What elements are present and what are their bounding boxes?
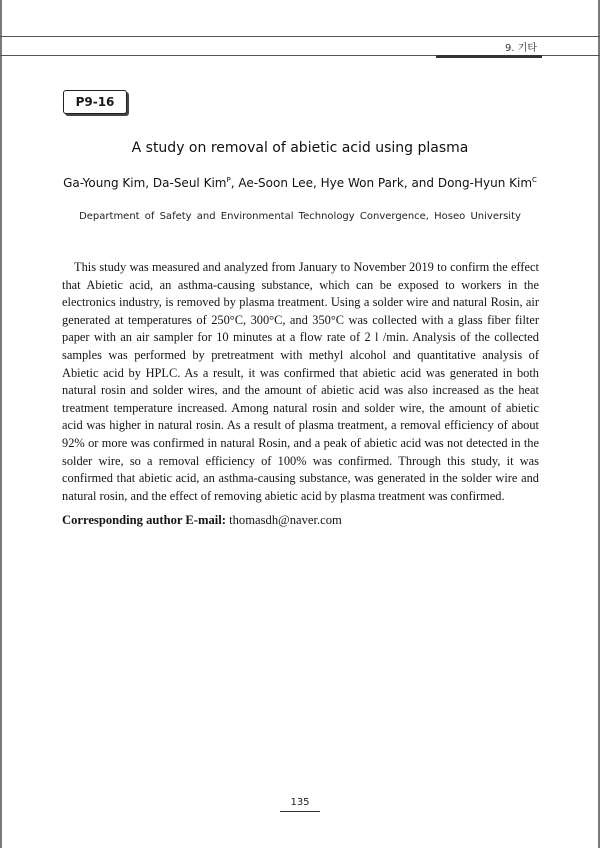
corresponding-mark: C <box>532 176 537 184</box>
section-label: 9. 기타 <box>505 43 538 54</box>
author-names-1: Ga-Young Kim, Da-Seul Kim <box>63 176 227 190</box>
author-list <box>0 176 600 190</box>
header-rule-top <box>0 36 600 37</box>
page-number-underline <box>280 811 320 812</box>
paper-code-badge: P9-16 <box>63 90 127 114</box>
page-border-left <box>0 0 2 848</box>
paper-title: A study on removal of abietic acid using plasma <box>131 140 469 156</box>
presenter-mark: P <box>226 176 231 184</box>
header-accent-bar <box>436 55 542 58</box>
affiliation: Department of Safety and Environmental Technology Convergence, Hoseo University <box>79 211 521 222</box>
page-number: 135 <box>290 797 310 808</box>
email-label: Corresponding author E-mail: <box>62 513 226 527</box>
corresponding-email-line <box>62 513 342 528</box>
email-address: thomasdh@naver.com <box>229 513 342 527</box>
abstract-text: This study was measured and analyzed from January to November 2019 to confirm the effect that Abietic acid, an asthma-causing substance, which can be exposed to workers in the electronics industry, is removed by plasma treatment. Using a solder wire and natural Rosin, air generated at temperatures of 250°C, 300°C, and 350°C was collected with a glass fiber filter paper with an air sampler for 10 minutes at a flow rate of 2 l /min. Analysis of the collected samples was performed by pretreatment with methyl alcohol and quantitative analysis of Abietic acid by HPLC. As a result, it was confirmed that abietic acid was generated in both natural rosin and solder wires, and the amount of abietic acid was also increased as the heat treatment temperature increased. Among natural rosin and solder wire, the amount of abietic acid was higher in natural rosin. As a result of plasma treatment, a removal efficiency of about 92% or more was confirmed in natural Rosin, and a peak of abietic acid was not detected in the solder wire, so a removal efficiency of 100% was confirmed. Through this study, it was confirmed that abietic acid, an asthma-causing substance, was generated in the solder wire and natural rosin, and the effect of removing abietic acid by plasma treatment was confirmed. <box>62 260 539 503</box>
author-names-2: , Ae-Soon Lee, Hye Won Park, and Dong-Hyun Kim <box>230 176 533 190</box>
